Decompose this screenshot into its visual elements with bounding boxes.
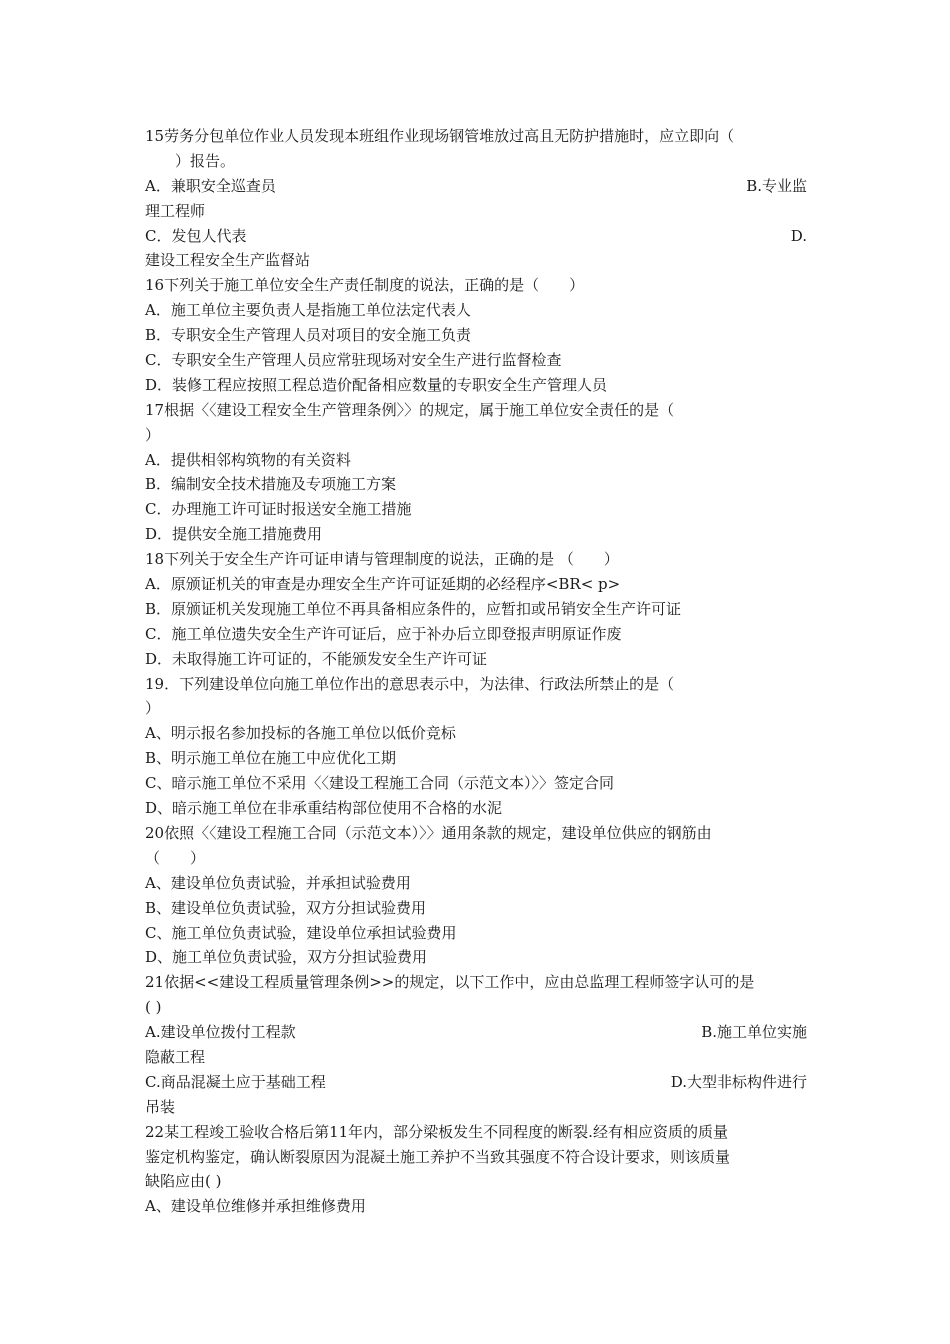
question-20-option-b: B、建设单位负责试验，双方分担试验费用 [145, 898, 427, 917]
question-18-option-a: A．原颁证机关的审查是办理安全生产许可证延期的必经程序<BR< p> [145, 575, 621, 594]
question-20-stem-cont: （ ） [145, 848, 206, 867]
question-17-option-a: A．提供相邻构筑物的有关资料 [145, 450, 351, 469]
question-21-option-b-cont: 隐蔽工程 [145, 1047, 206, 1066]
question-21-option-c: C.商品混凝土应于基础工程 [145, 1072, 326, 1091]
question-16-stem: 16下列关于施工单位安全生产责任制度的说法，正确的是（ ） [145, 276, 585, 295]
question-19-option-c: C、暗示施工单位不采用〈〈建设工程施工合同（示范文本）〉〉签定合同 [145, 774, 614, 793]
question-15-option-d-cont: 建设工程安全生产监督站 [145, 251, 311, 270]
question-18-stem: 18下列关于安全生产许可证申请与管理制度的说法，正确的是 （ ） [145, 550, 619, 569]
question-15-option-b-cont: 理工程师 [145, 201, 206, 220]
question-22-stem-cont-1: 鉴定机构鉴定，确认断裂原因为混凝土施工养护不当致其强度不符合设计要求，则该质量 [145, 1147, 731, 1166]
question-18-option-c: C．施工单位遗失安全生产许可证后，应于补办后立即登报声明原证作废 [145, 624, 622, 643]
question-17-option-c: C．办理施工许可证时报送安全施工措施 [145, 500, 412, 519]
question-15-option-a: A．兼职安全巡查员 [145, 176, 276, 195]
question-21-options-row-1 [145, 1020, 807, 1045]
question-20-option-a: A、建设单位负责试验，并承担试验费用 [145, 873, 411, 892]
question-20-option-d: D、施工单位负责试验，双方分担试验费用 [145, 948, 428, 967]
question-22-option-a: A、建设单位维修并承担维修费用 [145, 1197, 366, 1216]
question-15-options-row-1 [145, 174, 807, 199]
question-22-stem-cont-2: 缺陷应由( ) [145, 1172, 222, 1191]
question-15-option-b: B.专业监 [746, 176, 807, 195]
question-18-option-d: D．未取得施工许可证的，不能颁发安全生产许可证 [145, 649, 488, 668]
question-22-stem: 22某工程竣工验收合格后第11年内，部分梁板发生不同程度的断裂.经有相应资质的质量 [145, 1122, 728, 1141]
question-16-option-c: C．专职安全生产管理人员应常驻现场对安全生产进行监督检查 [145, 351, 562, 370]
question-17-option-b: B．编制安全技术措施及专项施工方案 [145, 475, 397, 494]
question-19-option-a: A、明示报名参加投标的各施工单位以低价竞标 [145, 724, 456, 743]
question-16-option-d: D．装修工程应按照工程总造价配备相应数量的专职安全生产管理人员 [145, 375, 608, 394]
question-17-stem: 17根据〈〈建设工程安全生产管理条例〉〉的规定，属于施工单位安全责任的是（ [145, 400, 675, 419]
question-20-stem: 20依照〈〈建设工程施工合同（示范文本）〉〉通用条款的规定，建设单位供应的钢筋由 [145, 823, 712, 842]
question-21-option-d-cont: 吊装 [145, 1097, 176, 1116]
question-21-options-row-2 [145, 1070, 807, 1095]
question-15-stem: 15劳务分包单位作业人员发现本班组作业现场钢管堆放过高且无防护措施时，应立即向（ [145, 127, 735, 145]
question-19-option-d: D、暗示施工单位在非承重结构部位使用不合格的水泥 [145, 799, 503, 818]
question-17-stem-cont: ） [145, 425, 161, 444]
question-20-option-c: C、施工单位负责试验，建设单位承担试验费用 [145, 923, 457, 942]
question-21-option-a: A.建设单位拨付工程款 [145, 1023, 296, 1042]
question-16-option-a: A．施工单位主要负责人是指施工单位法定代表人 [145, 301, 471, 320]
question-17-option-d: D．提供安全施工措施费用 [145, 525, 323, 544]
document-page [145, 124, 807, 1219]
question-21-option-b: B.施工单位实施 [701, 1023, 807, 1042]
question-15-stem-cont: ）报告。 [175, 151, 236, 170]
question-15-option-d: D. [790, 226, 807, 245]
question-21-stem: 21依据<<建设工程质量管理条例>>的规定，以下工作中，应由总监理工程师签字认可的是 [145, 973, 755, 992]
question-19-option-b: B、明示施工单位在施工中应优化工期 [145, 749, 397, 768]
question-21-option-d: D.大型非标构件进行 [670, 1072, 807, 1091]
question-16-option-b: B．专职安全生产管理人员对项目的安全施工负责 [145, 326, 472, 345]
question-19-stem-cont: ） [145, 699, 161, 718]
question-19-stem: 19．下列建设单位向施工单位作出的意思表示中，为法律、行政法所禁止的是（ [145, 674, 675, 693]
question-21-stem-cont: ( ) [145, 998, 162, 1017]
question-15-option-c: C．发包人代表 [145, 226, 247, 245]
question-18-option-b: B．原颁证机关发现施工单位不再具备相应条件的，应暂扣或吊销安全生产许可证 [145, 599, 682, 618]
question-15-options-row-2 [145, 224, 807, 249]
